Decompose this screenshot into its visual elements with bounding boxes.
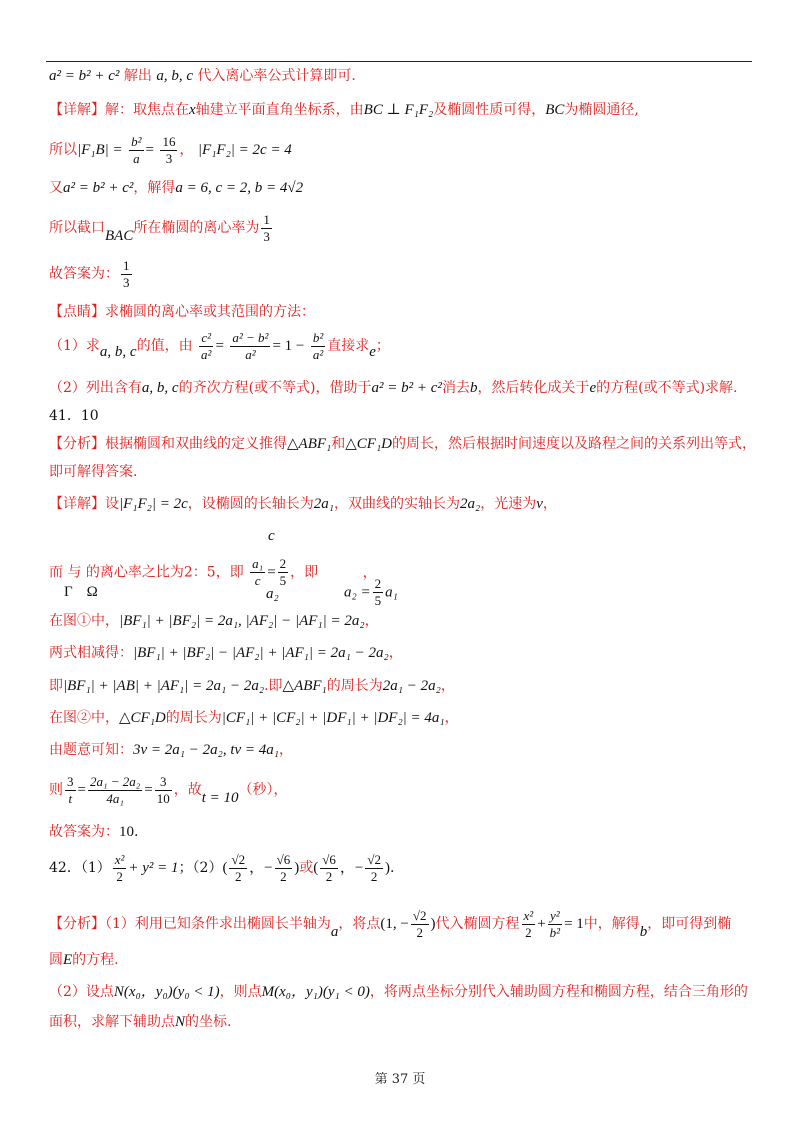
text: 圆 xyxy=(49,952,63,968)
tip-line xyxy=(49,302,315,322)
text: ，即可得到椭 xyxy=(647,916,732,932)
fig1-line xyxy=(49,611,379,631)
formula: a² = b² + c² xyxy=(371,380,442,396)
denominator: 4a₁ xyxy=(106,790,124,806)
analysis-tag: 【分析】 xyxy=(49,436,105,452)
analysis-41-line xyxy=(49,434,756,454)
text: （1）利用已知条件求出椭圆长半轴为 xyxy=(105,916,331,932)
paren: ( xyxy=(313,860,319,876)
formula: = 1 xyxy=(564,916,584,932)
page-number: 第 37 页 xyxy=(374,1072,426,1087)
numerator: x² xyxy=(523,907,534,923)
equals: = xyxy=(145,142,154,158)
analysis-42-line xyxy=(49,904,731,944)
denominator: b² xyxy=(549,924,561,940)
known-line xyxy=(49,740,293,760)
numerator: 16 xyxy=(162,133,176,149)
text: 为椭圆通径, xyxy=(564,102,639,118)
fraction xyxy=(320,852,338,885)
text: （2）列出含有 xyxy=(49,380,142,396)
numerator: 2a₁ − 2a₂ xyxy=(89,773,141,789)
denominator: 5 xyxy=(374,593,382,608)
denominator: a² xyxy=(312,346,324,362)
fraction xyxy=(229,852,247,885)
numerator: a₁ xyxy=(252,556,264,571)
equals: = xyxy=(267,564,276,581)
fraction xyxy=(365,852,383,885)
var-v: v xyxy=(536,496,543,512)
numerator: b² xyxy=(312,329,324,345)
detail-41-line xyxy=(49,494,557,514)
text: 的周长为 xyxy=(326,678,383,694)
text: （2）设点 xyxy=(49,984,114,1000)
formula: a₂ = xyxy=(344,584,371,601)
text: 的方程. xyxy=(72,952,119,968)
text: 所在椭圆的离心率为 xyxy=(133,220,260,236)
var-c: c xyxy=(268,528,275,544)
fraction xyxy=(65,774,76,807)
formula: 3v = 2a₁ − 2a₂, tv = 4a₁ xyxy=(133,742,279,758)
text: 及椭圆性质可得， xyxy=(433,102,546,118)
numerator: √2 xyxy=(367,851,381,867)
text: 解出 xyxy=(123,68,152,84)
formula: BC ⊥ F₁F₂ xyxy=(363,102,434,118)
equals: = 1 − xyxy=(272,338,305,354)
text: 两式相减得： xyxy=(49,645,133,661)
var-b: b xyxy=(639,924,648,940)
text: 由题意可知： xyxy=(49,742,133,758)
fraction xyxy=(250,556,265,589)
ratio-symbols xyxy=(64,582,98,602)
separator: ，− xyxy=(339,860,364,876)
fraction xyxy=(129,134,143,167)
fraction xyxy=(522,908,536,941)
var-a2: a₂ xyxy=(266,586,279,602)
var-gamma: Γ xyxy=(64,584,73,600)
text: 的值，由 xyxy=(136,338,193,354)
text: 故答案为： xyxy=(49,266,119,282)
denominator: a² xyxy=(245,346,256,362)
fraction xyxy=(548,908,562,941)
fraction xyxy=(261,212,272,245)
formula: t = 10 xyxy=(201,790,239,806)
text: 中，解得 xyxy=(583,916,640,932)
numerator: 3 xyxy=(67,773,74,789)
point: (1, − xyxy=(380,916,409,932)
detail-tag: 【详解】 xyxy=(49,102,105,118)
numerator: √2 xyxy=(231,851,246,867)
text: 设 xyxy=(105,496,119,512)
text: 解：取焦点在 xyxy=(105,102,189,118)
text: ，将点 xyxy=(338,916,381,932)
text: .即 xyxy=(264,678,283,694)
numerator: √2 xyxy=(412,907,427,923)
text: 根据椭圆和双曲线的定义推得 xyxy=(105,436,287,452)
vars: a, b, c xyxy=(141,380,179,396)
denominator: 2 xyxy=(325,868,333,884)
paren: ( xyxy=(222,860,228,876)
fraction xyxy=(411,908,429,941)
question-42-line xyxy=(49,848,394,888)
text: 在图②中， xyxy=(49,710,119,726)
fraction xyxy=(311,330,325,363)
text: 轴建立平面直角坐标系，由 xyxy=(195,102,364,118)
denominator: 3 xyxy=(123,274,130,290)
formula: M(x₀，y₁)(y₁ < 0) xyxy=(261,984,370,1000)
also-line xyxy=(49,178,303,198)
formula: |BF₁| + |BF₂| − |AF₂| + |AF₁| = 2a₁ − 2a₂ xyxy=(133,645,389,661)
separator: ， xyxy=(179,142,194,158)
text: 即可解得答案. xyxy=(49,464,138,480)
text: 的坐标. xyxy=(185,1014,232,1030)
fraction xyxy=(373,576,384,609)
detail-tag: 【详解】 xyxy=(49,496,105,512)
analysis-41-line-2 xyxy=(49,462,137,482)
so-line-2 xyxy=(49,210,274,246)
var-omega: Ω xyxy=(86,584,98,600)
fraction xyxy=(199,330,213,363)
denominator: t xyxy=(68,790,73,806)
formula: |F₁B| = xyxy=(77,142,123,158)
text: ， xyxy=(362,564,377,581)
text: （1）求 xyxy=(49,338,100,354)
ratio-top-c xyxy=(268,526,275,546)
formula: |F₁F₂| = 2c xyxy=(119,496,188,512)
answer-line-1 xyxy=(49,256,134,292)
var-x: x xyxy=(189,102,196,118)
fraction xyxy=(230,330,270,363)
text: 和 xyxy=(331,436,346,452)
formula: |CF₁| + |CF₂| + |DF₁| + |DF₂| = 4a₁ xyxy=(221,710,445,726)
text: 的方程(或不等式)求解. xyxy=(596,380,738,396)
text: ，则点 xyxy=(219,984,262,1000)
text: 的齐次方程(或不等式)，借助于 xyxy=(178,380,372,396)
text: 的周长为 xyxy=(165,710,222,726)
text: ； xyxy=(375,338,390,354)
part2-line-2 xyxy=(49,1012,231,1032)
var-e: E xyxy=(63,952,73,968)
denominator: 2 xyxy=(416,924,423,940)
tip-tag: 【点睛】 xyxy=(49,304,105,320)
text: ，光速为 xyxy=(480,496,537,512)
fraction xyxy=(275,852,293,885)
formula: a = 6, c = 2, b = 4√2 xyxy=(175,180,304,196)
formula: 2a₁ xyxy=(313,496,335,512)
text: ， xyxy=(440,678,455,694)
var-n: N xyxy=(175,1014,186,1030)
numerator: 1 xyxy=(263,211,270,227)
denominator: 2 xyxy=(235,868,242,884)
paren: ) xyxy=(294,860,300,876)
fraction xyxy=(155,774,172,807)
text: 所以截口 xyxy=(49,220,105,236)
text: 42．（1） xyxy=(49,860,111,876)
triangle: △ABF₁ xyxy=(287,436,332,452)
text: . xyxy=(134,824,139,840)
text: 求椭圆的离心率或其范围的方法： xyxy=(105,304,315,320)
formula: + y² = 1 xyxy=(128,860,179,876)
paren: ) xyxy=(384,860,390,876)
numerator: 2 xyxy=(279,556,287,571)
text: ，设椭圆的长轴长为 xyxy=(187,496,314,512)
formula: N(x₀，y₀)(y₀ < 1) xyxy=(113,984,220,1000)
analysis-42-line-2 xyxy=(49,950,119,970)
tip-line-2 xyxy=(49,378,737,398)
numerator: 3 xyxy=(155,774,172,791)
equals: = xyxy=(77,782,86,798)
point: ) xyxy=(430,916,436,932)
var-a: a xyxy=(330,924,339,940)
detail-line-1 xyxy=(49,100,639,120)
text: 而 与 的离心率之比为2：5，即 xyxy=(49,564,244,581)
then-line xyxy=(49,770,288,810)
denominator: 5 xyxy=(279,573,287,588)
text: （秒）， xyxy=(238,782,288,798)
fraction xyxy=(160,134,177,167)
text: 则 xyxy=(49,782,63,798)
denominator: 3 xyxy=(165,150,173,166)
answer-value: 10 xyxy=(119,824,134,840)
numerator: 1 xyxy=(123,257,130,273)
text: ， xyxy=(364,613,379,629)
text: 代入椭圆方程 xyxy=(435,916,520,932)
numerator: y² xyxy=(548,908,562,925)
numerator: 2 xyxy=(374,576,382,591)
text: ；（2） xyxy=(178,860,223,876)
var-b: b xyxy=(469,380,478,396)
denominator: a xyxy=(133,150,140,166)
text: ， xyxy=(444,710,459,726)
numerator: a² − b² xyxy=(232,329,269,345)
denominator: 2 xyxy=(280,868,287,884)
var-e: e xyxy=(589,380,597,396)
text: ， xyxy=(542,496,557,512)
so-line-1 xyxy=(49,132,292,168)
denominator: 10 xyxy=(156,790,170,806)
question-41-label xyxy=(49,406,99,426)
analysis-tag: 【分析】 xyxy=(49,916,105,932)
text: ，解得 xyxy=(133,180,176,196)
header-rule xyxy=(46,61,752,62)
text: ，故 xyxy=(173,782,202,798)
fig2-line xyxy=(49,708,459,728)
text: 代入离心率公式计算即可. xyxy=(197,68,356,84)
header-line xyxy=(49,66,356,86)
var-bc: BC xyxy=(545,102,565,118)
text: 面积，求解下辅助点 xyxy=(49,1014,175,1030)
numerator: √6 xyxy=(322,851,336,867)
denominator: a² xyxy=(201,346,212,362)
ratio-result xyxy=(344,576,398,609)
subtract-line xyxy=(49,643,403,663)
plus: + xyxy=(537,916,546,932)
answer-41-line xyxy=(49,822,138,842)
text: ，即 xyxy=(290,564,319,581)
equals: = xyxy=(215,338,224,354)
text: 在图①中， xyxy=(49,613,119,629)
text: ，将两点坐标分别代入辅助圆方程和椭圆方程，结合三角形的 xyxy=(369,984,748,1000)
denominator: 2 xyxy=(525,924,532,940)
denominator: 2 xyxy=(370,868,378,884)
numerator: √6 xyxy=(276,851,291,867)
denominator: 3 xyxy=(263,228,270,244)
separator: ，− xyxy=(249,860,273,876)
formula: |F₁F₂| = 2c = 4 xyxy=(197,142,292,158)
denominator: 2 xyxy=(116,868,123,884)
formula: |BF₁| + |AB| + |AF₁| = 2a₁ − 2a₂ xyxy=(63,678,265,694)
var-bac: BAC xyxy=(105,228,134,244)
text: ， xyxy=(388,645,403,661)
text: ，双曲线的实轴长为 xyxy=(334,496,461,512)
formula: 2a₁ − 2a₂ xyxy=(382,678,441,694)
var-e: e xyxy=(369,344,376,360)
vars: a, b, c xyxy=(156,68,193,84)
triangle: △CF₁D xyxy=(345,436,393,452)
text: ，然后转化成关于 xyxy=(477,380,590,396)
formula: a² = b² + c² xyxy=(49,68,120,84)
text: 所以 xyxy=(49,142,77,158)
text: 直接求 xyxy=(327,338,370,354)
formula: a² = b² + c² xyxy=(63,180,134,196)
vars: a, b, c xyxy=(99,344,137,360)
text: 又 xyxy=(49,180,63,196)
numerator: b² xyxy=(131,133,142,149)
fraction xyxy=(88,774,142,807)
text: 消去 xyxy=(441,380,470,396)
text: 故答案为： xyxy=(49,824,119,840)
text: ， xyxy=(279,742,293,758)
triangle: △CF₁D xyxy=(119,710,166,726)
text: 或 xyxy=(299,860,314,876)
triangle: △ABF₁ xyxy=(282,678,327,694)
fraction xyxy=(278,556,289,589)
numerator: c² xyxy=(199,330,213,347)
text: . xyxy=(389,860,395,876)
denominator: c xyxy=(254,573,261,588)
fraction xyxy=(121,258,132,291)
text: 的周长，然后根据时间速度以及路程之间的关系列出等式， xyxy=(392,436,757,452)
ratio-a2 xyxy=(266,584,279,604)
perimeter-1-line xyxy=(49,676,455,696)
var-a1: a₁ xyxy=(385,584,398,601)
tip-line-1 xyxy=(49,328,390,364)
text: 即 xyxy=(49,678,63,694)
formula: 2a₂ xyxy=(460,496,481,512)
equals: = xyxy=(144,782,153,798)
part2-line xyxy=(49,982,748,1002)
formula: |BF₁| + |BF₂| = 2a₁, |AF₂| − |AF₁| = 2a₂ xyxy=(119,613,365,629)
numerator: x² xyxy=(114,851,125,867)
text: 41．10 xyxy=(49,408,99,424)
fraction xyxy=(113,852,127,885)
